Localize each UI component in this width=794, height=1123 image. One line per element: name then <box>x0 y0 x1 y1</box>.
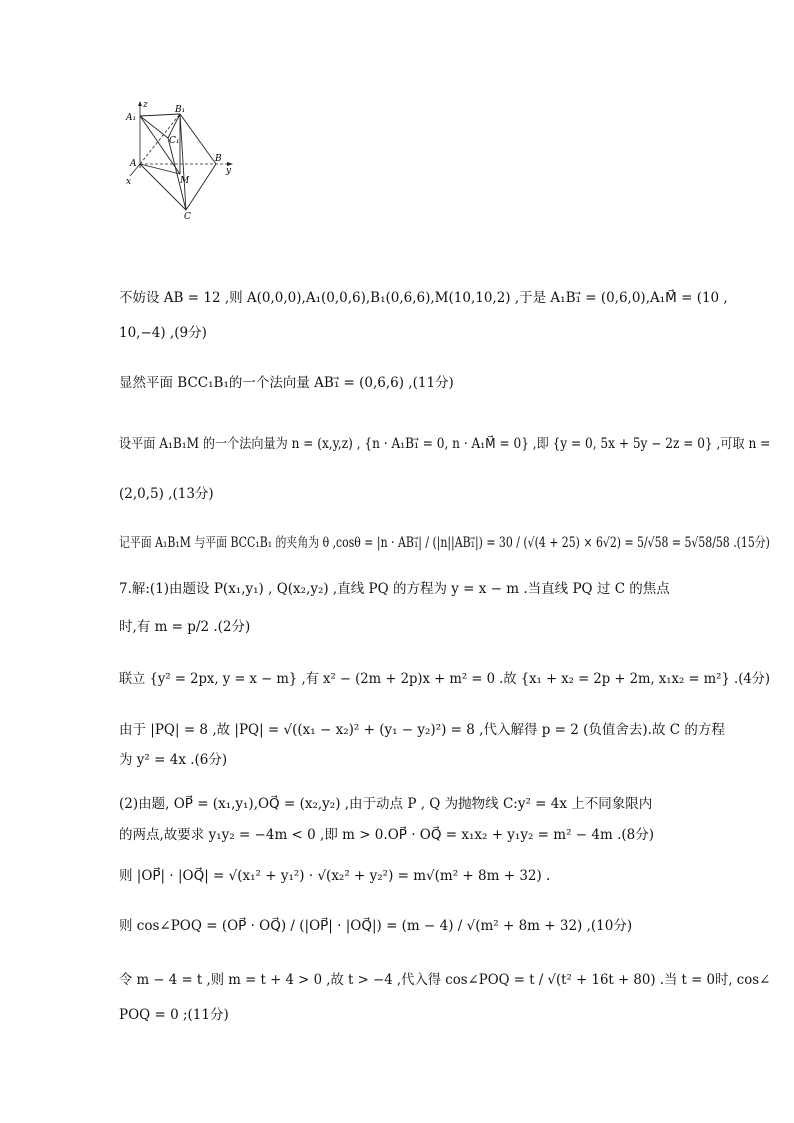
text-line <box>119 288 728 308</box>
label-b1: B₁ <box>175 105 186 115</box>
label-b: B <box>215 154 222 164</box>
line-text: 令 m − 4 = t ,则 m = t + 4 > 0 ,故 t > −4 ,代入得 cos∠POQ = t / √(t² + 16t + 80) .当 t = 0时, cos∠ <box>119 972 771 988</box>
line-text: 则 |OP⃗| · |OQ⃗| = √(x₁² + y₁²) · √(x₂² + y₂²) = m√(m² + 8m + 32) . <box>119 868 551 884</box>
line-text: 时,有 m = p/2 .(2分) <box>119 619 251 635</box>
edge-a1b1 <box>140 114 180 116</box>
label-a: A <box>130 159 137 169</box>
text-line <box>119 434 794 454</box>
text-line <box>119 916 632 936</box>
line-text: 的两点,故要求 y₁y₂ = −4m < 0 ,即 m > 0.OP⃗ · OQ⃗ = x₁x₂ + y₁y₂ = m² − 4m .(8分) <box>119 827 654 843</box>
label-a1: A₁ <box>126 113 137 123</box>
line-text: 则 cos∠POQ = (OP⃗ · OQ⃗) / (|OP⃗| · |OQ⃗|) = (m − 4) / √(m² + 8m + 32) ,(10分) <box>119 918 633 934</box>
label-x: x <box>126 177 132 187</box>
text-line <box>119 579 670 599</box>
line-text: (2)由题, OP⃗ = (x₁,y₁),OQ⃗ = (x₂,y₂) ,由于动点 P , Q 为抛物线 C:y² = 4x 上不同象限内 <box>119 796 653 812</box>
edge-cb <box>186 164 216 210</box>
line-text: 由于 |PQ| = 8 ,故 |PQ| = √((x₁ − x₂)² + (y₁ − y₂)²) = 8 ,代入解得 p = 2 (负值舍去).故 C 的方程 <box>119 722 725 738</box>
line-text: POQ = 0 ;(11分) <box>119 1007 229 1023</box>
z-axis-arrow <box>138 101 142 106</box>
edge-c1b1 <box>168 114 180 138</box>
text-line <box>119 323 207 343</box>
line-text: 为 y² = 4x .(6分) <box>119 752 228 768</box>
text-line <box>119 617 250 637</box>
label-c1: C₁ <box>169 136 180 146</box>
text-line <box>119 484 214 504</box>
text-line <box>119 825 654 845</box>
line-text: 设平面 A₁B₁M 的一个法向量为 n = (x,y,z) , {n · A₁B₁⃗ = 0, n · A₁M⃗ = 0} ,即 {y = 0, 5x + 5y − 2z = 0} ,可取 n = <box>119 436 771 452</box>
line-text: 显然平面 BCC₁B₁的一个法向量 AB₁⃗ = (0,6,6) ,(11分) <box>119 375 454 391</box>
text-line <box>119 373 454 393</box>
text-line <box>119 970 779 990</box>
line-text: (2,0,5) ,(13分) <box>119 486 214 502</box>
line-text: 不妨设 AB = 12 ,则 A(0,0,0),A₁(0,0,6),B₁(0,6,6),M(10,10,2) ,于是 A₁B₁⃗ = (0,6,0),A₁M⃗ = (10 , <box>119 290 728 306</box>
line-text: 7.解:(1)由题设 P(x₁,y₁) , Q(x₂,y₂) ,直线 PQ 的方程为 y = x − m .当直线 PQ 过 C 的焦点 <box>119 581 670 597</box>
edge-b1b <box>180 114 216 164</box>
text-line <box>119 794 652 814</box>
line-text: 联立 {y² = 2px, y = x − m} ,有 x² − (2m + 2p)x + m² = 0 .故 {x₁ + x₂ = 2p + 2m, x₁x₂ = m²} .(4分) <box>119 671 771 687</box>
text-line <box>119 533 794 553</box>
label-z: z <box>143 100 148 110</box>
text-line <box>119 866 550 886</box>
geometry-figure <box>118 98 240 220</box>
label-m: M <box>180 176 190 186</box>
label-y: y <box>226 166 232 176</box>
text-line <box>119 750 227 770</box>
edge-ac <box>140 164 186 210</box>
text-line <box>119 1005 229 1025</box>
line-text: 记平面 A₁B₁M 与平面 BCC₁B₁ 的夹角为 θ ,cosθ = |n · AB₁⃗| / (|n||AB₁⃗|) = 30 / (√(4 + 25) × 6√2) = 5/√58 = 5√58/58 .(15分) <box>119 535 770 551</box>
text-line <box>119 720 725 740</box>
text-line <box>119 669 786 689</box>
line-text: 10,−4) ,(9分) <box>119 325 207 341</box>
edge-b1c <box>180 114 186 210</box>
label-c: C <box>184 212 191 220</box>
